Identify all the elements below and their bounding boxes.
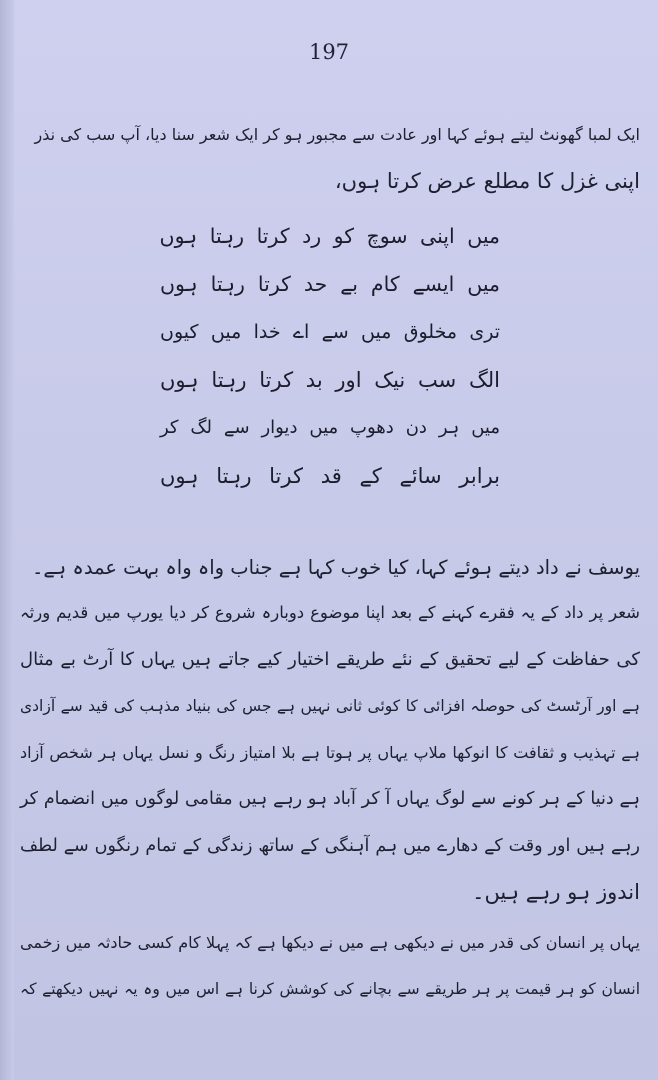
text-line: ایک لمبا گھونٹ لیتے ہوئے کہا اور عادت سے مجبور ہو کر ایک شعر سنا دیا، آپ سب کی نذر xyxy=(34,125,640,144)
page-edge-shadow xyxy=(0,0,14,1080)
text-line: یہاں پر انسان کی قدر میں نے دیکھی ہے میں نے دیکھا ہے کہ پہلا کام کسی حادثہ میں زخمی xyxy=(20,933,640,952)
page-number: 197 xyxy=(308,40,350,64)
verse-line: میں اپنی سوچ کو رد کرتا رہتا ہوں xyxy=(159,224,500,248)
text-line: اندوز ہو رہے ہیں۔ xyxy=(472,880,640,904)
yusuf-remark xyxy=(20,548,640,588)
text-line: اپنی غزل کا مطلع عرض کرتا ہوں، xyxy=(334,169,640,193)
text-line: ہے تہذیب و ثقافت کا انوکھا ملاپ یہاں پر ہوتا ہے بلا امتیاز رنگ و نسل یہاں ہر شخص آزاد xyxy=(20,742,640,762)
verse-line: برابر سائے کے قد کرتا رہتا ہوں xyxy=(160,464,500,488)
verse-line: تری مخلوق میں سے اے خدا میں کیوں xyxy=(160,321,500,343)
verse-line: الگ سب نیک اور بد کرتا رہتا ہوں xyxy=(160,368,500,392)
text-line: ہے اور آرٹسٹ کی حوصلہ افزائی کا کوئی ثانی نہیں ہے جس کی بنیاد مذہب کی قید سے آزادی xyxy=(20,697,640,715)
text-line: رہے ہیں اور وقت کے دھارے میں ہم آہنگی کے ساتھ زندگی کے تمام رنگوں سے لطف xyxy=(20,835,640,856)
text-line: یوسف نے داد دیتے ہوئے کہا، کیا خوب کہا ہے جناب واہ واہ بہت عمدہ ہے۔ xyxy=(31,556,640,579)
verse-line: میں ہر دن دھوپ میں دیوار سے لگ کر xyxy=(160,417,500,438)
text-line: ہے دنیا کے ہر کونے سے لوگ یہاں آ کر آباد ہو رہے ہیں مقامی لوگوں میں انضمام کر xyxy=(20,789,640,809)
text-line: کی حفاظت کے لیے تحقیق کے نئے طریقے اختیار کیے جاتے ہیں یہاں کا آرٹ بے مثال xyxy=(20,648,640,670)
intro-paragraph xyxy=(20,112,640,204)
verse-line: میں ایسے کام بے حد کرتا رہتا ہوں xyxy=(160,272,500,296)
ghazal-verse xyxy=(160,212,500,500)
text-line: انسان کو ہر قیمت پر ہر طریقے سے بچانے کی کوشش کرنا ہے اس میں وہ یہ نہیں دیکھتے کہ xyxy=(20,980,640,998)
text-line: شعر پر داد کے یہ فقرے کہنے کے بعد اپنا موضوع دوبارہ شروع کر دیا یورپ میں قدیم ورثہ xyxy=(20,603,640,622)
body-paragraph-2 xyxy=(20,920,640,1012)
body-paragraph-1 xyxy=(20,590,640,916)
